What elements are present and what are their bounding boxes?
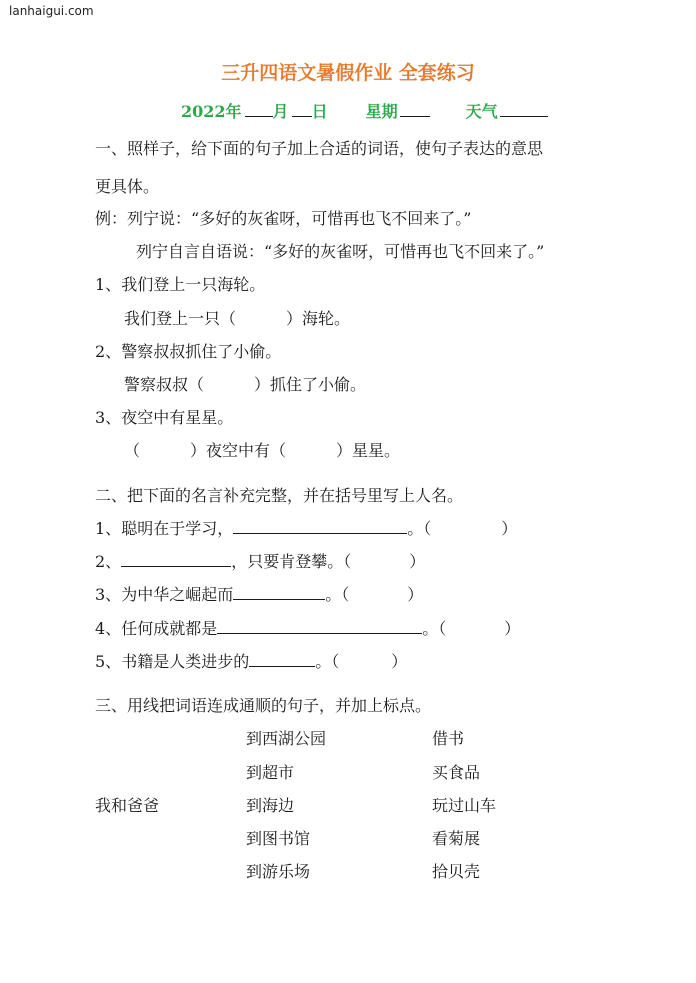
s2-item-4 xyxy=(95,616,520,639)
section3-heading: 三、用线把词语连成通顺的句子，并加上标点。 xyxy=(95,696,432,715)
s2-item-2-text-b: ，只要肯登攀。（ xyxy=(231,552,352,571)
date-weather-label: 天气 xyxy=(465,102,498,121)
s3-activity-5[interactable]: 拾贝壳 xyxy=(432,862,481,881)
s1-item-2-answer xyxy=(124,372,366,395)
s2-item-4-text-a: 任何成就都是 xyxy=(121,619,218,638)
s1-item-1-num: 1、 xyxy=(95,275,122,294)
s1-item-2 xyxy=(95,339,281,362)
s3-place-5[interactable]: 到游乐场 xyxy=(246,862,311,881)
example-expanded: 列宁自言自语说：“多好的灰雀呀，可惜再也飞不回来了。” xyxy=(136,242,545,261)
example-original: 列宁说：“多好的灰雀呀，可惜再也飞不回来了。” xyxy=(127,209,472,228)
s2-item-1-text-c: ） xyxy=(501,519,518,538)
s2-item-3-line[interactable] xyxy=(233,583,325,600)
s2-item-5-text-a: 书籍是人类进步的 xyxy=(121,652,250,671)
s3-place-2[interactable]: 到超市 xyxy=(246,763,295,782)
example-line xyxy=(95,206,471,229)
s1-item-1-answer xyxy=(124,306,350,329)
weather-blank[interactable] xyxy=(500,98,548,117)
month-blank[interactable] xyxy=(245,98,273,117)
day-blank[interactable] xyxy=(292,98,312,117)
s2-item-3-text-b: 。（ xyxy=(325,585,350,604)
s3-activity-2[interactable]: 买食品 xyxy=(432,763,481,782)
s1-item-1 xyxy=(95,272,265,295)
s1-item-3-answer-b: ）夜空中有（ xyxy=(190,441,287,460)
s2-item-4-num: 4、 xyxy=(95,619,122,638)
s1-item-3-sentence: 夜空中有星星。 xyxy=(121,408,234,427)
weekday-blank[interactable] xyxy=(400,98,430,117)
section1-heading-line1: 一、照样子，给下面的句子加上合适的词语，使句子表达的意思 xyxy=(95,139,544,158)
s3-activity-1[interactable]: 借书 xyxy=(432,729,465,748)
s3-activity-4[interactable]: 看菊展 xyxy=(432,829,481,848)
date-year: 2022 xyxy=(181,102,226,121)
s3-place-4[interactable]: 到图书馆 xyxy=(246,829,311,848)
s2-item-3-text-a: 为中华之崛起而 xyxy=(121,585,234,604)
s2-item-4-text-c: ） xyxy=(504,619,521,638)
s2-item-1-num: 1、 xyxy=(95,519,122,538)
s2-item-2-line[interactable] xyxy=(121,550,231,567)
section2-heading: 二、把下面的名言补充完整，并在括号里写上人名。 xyxy=(95,486,464,505)
s1-item-3 xyxy=(95,405,233,428)
s1-item-2-num: 2、 xyxy=(95,342,122,361)
s2-item-1 xyxy=(95,516,517,539)
s2-item-2-text-c: ） xyxy=(409,552,426,571)
s2-item-1-text-a: 聪明在于学习， xyxy=(121,519,234,538)
s2-item-1-text-b: 。（ xyxy=(407,519,432,538)
s1-item-1-sentence: 我们登上一只海轮。 xyxy=(121,275,266,294)
s3-activity-3[interactable]: 玩过山车 xyxy=(432,796,497,815)
section1-heading-line2: 更具体。 xyxy=(95,177,160,196)
s2-item-3-num: 3、 xyxy=(95,585,122,604)
s2-item-2-num: 2、 xyxy=(95,552,122,571)
date-day-label: 日 xyxy=(311,102,328,121)
s3-place-1[interactable]: 到西湖公园 xyxy=(246,729,327,748)
example-label: 例： xyxy=(95,209,128,228)
s3-place-3[interactable]: 到海边 xyxy=(246,796,295,815)
s2-item-4-text-b: 。（ xyxy=(422,619,447,638)
s2-item-5 xyxy=(95,649,407,672)
s2-item-2 xyxy=(95,549,425,572)
s1-item-3-num: 3、 xyxy=(95,408,122,427)
s2-item-5-text-b: 。（ xyxy=(315,652,340,671)
s1-item-1-answer-a: 我们登上一只（ xyxy=(124,309,237,328)
s3-subject[interactable]: 我和爸爸 xyxy=(95,796,160,815)
s2-item-5-text-c: ） xyxy=(391,652,408,671)
date-year-unit: 年 xyxy=(225,102,242,121)
s2-item-3-text-c: ） xyxy=(407,585,424,604)
s2-item-1-line[interactable] xyxy=(233,517,407,534)
s1-item-2-answer-b: ）抓住了小偷。 xyxy=(254,375,367,394)
s2-item-5-num: 5、 xyxy=(95,652,122,671)
s2-item-5-line[interactable] xyxy=(249,650,315,667)
s2-item-4-line[interactable] xyxy=(217,617,422,634)
page-title: 三升四语文暑假作业 全套练习 xyxy=(221,62,475,84)
s1-item-2-answer-a: 警察叔叔（ xyxy=(124,375,205,394)
watermark: lanhaigui.com xyxy=(9,4,94,18)
date-line xyxy=(181,98,548,122)
date-month-label: 月 xyxy=(272,102,289,121)
s1-item-2-sentence: 警察叔叔抓住了小偷。 xyxy=(121,342,282,361)
s1-item-3-answer xyxy=(124,438,400,461)
s2-item-3 xyxy=(95,582,423,605)
s1-item-3-answer-c: ）星星。 xyxy=(336,441,401,460)
s1-item-3-answer-a: （ xyxy=(124,441,141,460)
date-weekday-label: 星期 xyxy=(365,102,398,121)
s1-item-1-answer-b: ）海轮。 xyxy=(286,309,351,328)
